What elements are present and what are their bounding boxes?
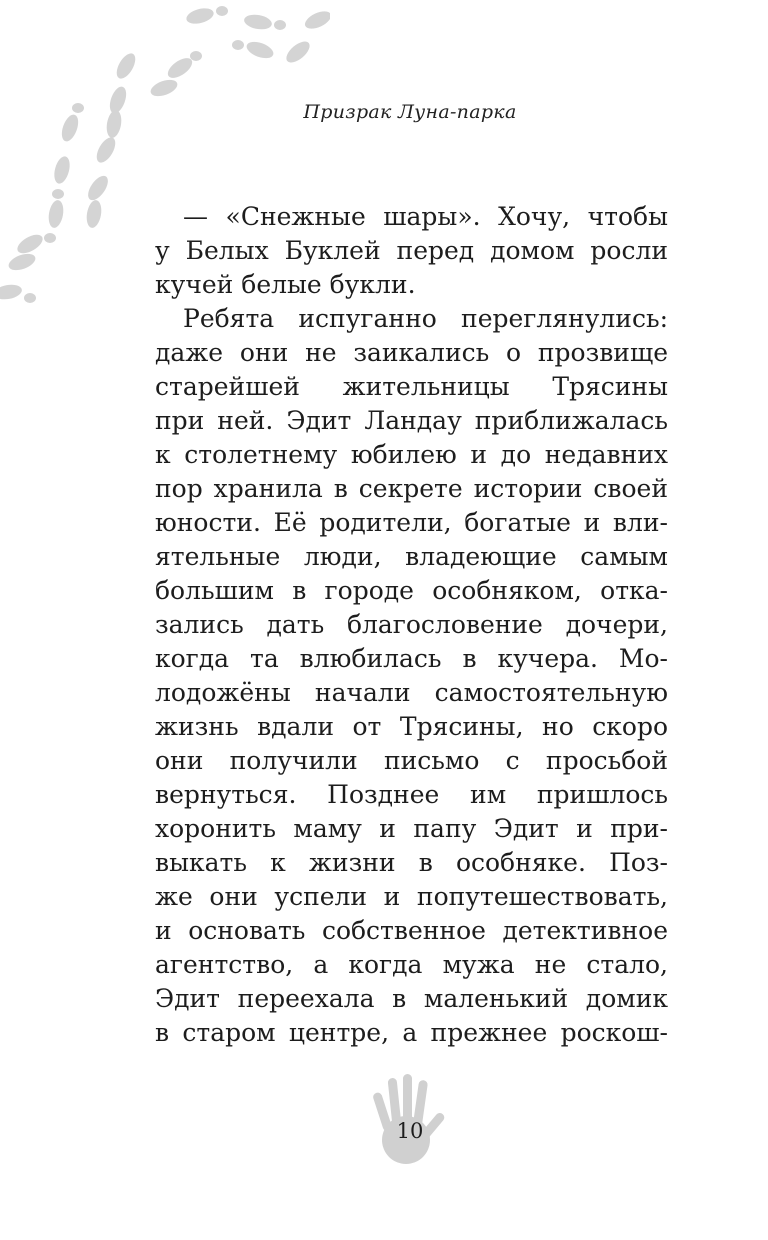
text-line: и основать собственное детективное — [155, 916, 668, 945]
page-body — [155, 200, 668, 1050]
text-line: агентство, а когда мужа не стало, — [155, 950, 668, 979]
paragraph — [155, 200, 668, 302]
text-line: Ребята испуганно переглянулись: — [183, 304, 668, 333]
text-line: ятельные люди, владеющие самым — [155, 542, 668, 571]
text-line: же они успели и попутешествовать, — [155, 882, 668, 911]
page-number: 10 — [396, 1119, 424, 1143]
text-line: старейшей жительницы Трясины — [155, 372, 668, 401]
text-line: когда та влюбилась в кучера. Мо- — [155, 644, 668, 673]
text-line: Эдит переехала в маленький домик — [155, 984, 668, 1013]
text-line: зались дать благословение дочери, — [155, 610, 668, 639]
text-line: хоронить маму и папу Эдит и при- — [155, 814, 668, 843]
text-line: к столетнему юбилею и до недавних — [155, 440, 668, 469]
text-line: они получили письмо с просьбой — [155, 746, 668, 775]
text-line: при ней. Эдит Ландау приближалась — [155, 406, 668, 435]
text-line: даже они не заикались о прозвище — [155, 338, 668, 367]
text-line: лодожёны начали самостоятельную — [155, 678, 668, 707]
text-line: кучей белые букли. — [155, 270, 416, 299]
paragraph — [155, 302, 668, 1050]
text-line: вернуться. Позднее им пришлось — [155, 780, 668, 809]
text-line: пор хранила в секрете истории своей — [155, 474, 668, 503]
text-line: у Белых Буклей перед домом росли — [155, 236, 668, 265]
book-title: Призрак Луна-парка — [303, 101, 517, 123]
text-line: большим в городе особняком, отка- — [155, 576, 668, 605]
text-line: выкать к жизни в особняке. Поз- — [155, 848, 668, 877]
text-line: — «Снежные шары». Хочу, чтобы — [183, 202, 668, 231]
text-line: жизнь вдали от Трясины, но скоро — [155, 712, 668, 741]
text-line: юности. Её родители, богатые и вли- — [155, 508, 668, 537]
text-line: в старом центре, а прежнее роскош- — [155, 1018, 668, 1047]
